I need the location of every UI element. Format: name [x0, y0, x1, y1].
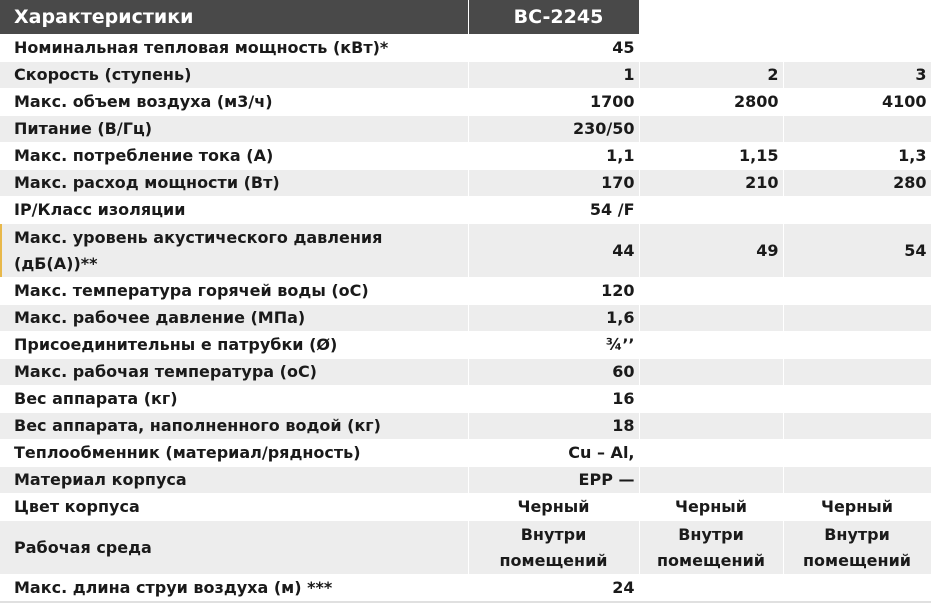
- row-label: Вес аппарата (кг): [0, 386, 468, 413]
- row-value-2: [639, 575, 783, 603]
- table-row: [0, 305, 931, 332]
- row-value-1: 230/50: [468, 116, 639, 143]
- row-label: Макс. объем воздуха (м3/ч): [0, 89, 468, 116]
- row-label: Макс. рабочее давление (МПа): [0, 305, 468, 332]
- table-row: [0, 521, 931, 575]
- row-value-2: 2: [639, 62, 783, 89]
- row-value-2: [639, 305, 783, 332]
- row-value-1: ¾’’: [468, 332, 639, 359]
- row-value-2: [639, 359, 783, 386]
- header-model: BC-2245: [468, 0, 639, 35]
- row-value-2: [639, 197, 783, 224]
- table-row: [0, 143, 931, 170]
- row-value-3: 3: [783, 62, 931, 89]
- row-value-2: [639, 440, 783, 467]
- row-value-1: 170: [468, 170, 639, 197]
- row-value-1: 16: [468, 386, 639, 413]
- row-label: Материал корпуса: [0, 467, 468, 494]
- row-value-3: [783, 116, 931, 143]
- row-value-2: 210: [639, 170, 783, 197]
- header-row: [0, 0, 931, 35]
- table-row: [0, 116, 931, 143]
- table-row: [0, 197, 931, 224]
- row-value-3: [783, 332, 931, 359]
- row-value-3: 4100: [783, 89, 931, 116]
- row-label: Присоединительны е патрубки (Ø): [0, 332, 468, 359]
- row-label: Скорость (ступень): [0, 62, 468, 89]
- row-value-1: 18: [468, 413, 639, 440]
- row-value-3: [783, 413, 931, 440]
- row-label: Макс. уровень акустического давления (дБ(А))**: [0, 224, 468, 278]
- row-value-3: Черный: [783, 494, 931, 521]
- row-value-2: 1,15: [639, 143, 783, 170]
- row-value-1: Внутри помещений: [468, 521, 639, 575]
- table-row: [0, 278, 931, 305]
- row-value-1: 1,1: [468, 143, 639, 170]
- header-blank: [783, 0, 931, 35]
- table-row: [0, 494, 931, 521]
- row-value-1: 1: [468, 62, 639, 89]
- table-row: [0, 62, 931, 89]
- row-value-3: [783, 35, 931, 62]
- row-value-2: [639, 467, 783, 494]
- row-label: Макс. длина струи воздуха (м) ***: [0, 575, 468, 603]
- row-value-2: [639, 35, 783, 62]
- row-value-1: Cu – Al,: [468, 440, 639, 467]
- table-row: [0, 35, 931, 62]
- table-row: [0, 575, 931, 603]
- row-label: Вес аппарата, наполненного водой (кг): [0, 413, 468, 440]
- row-value-1: 60: [468, 359, 639, 386]
- row-value-1: Черный: [468, 494, 639, 521]
- row-value-2: [639, 278, 783, 305]
- row-value-3: [783, 467, 931, 494]
- row-value-3: [783, 440, 931, 467]
- row-value-3: [783, 575, 931, 603]
- row-label: Макс. расход мощности (Вт): [0, 170, 468, 197]
- row-value-2: 49: [639, 224, 783, 278]
- row-value-1: EPP —: [468, 467, 639, 494]
- row-value-3: 1,3: [783, 143, 931, 170]
- row-value-1: 44: [468, 224, 639, 278]
- row-value-3: [783, 305, 931, 332]
- row-value-1: 45: [468, 35, 639, 62]
- row-value-1: 1,6: [468, 305, 639, 332]
- header-blank: [639, 0, 783, 35]
- row-value-3: [783, 278, 931, 305]
- table-row: [0, 89, 931, 116]
- row-value-2: Черный: [639, 494, 783, 521]
- row-value-2: [639, 386, 783, 413]
- table-row: [0, 332, 931, 359]
- row-value-2: [639, 116, 783, 143]
- row-value-3: 54: [783, 224, 931, 278]
- row-value-2: [639, 332, 783, 359]
- row-label: Теплообменник (материал/рядность): [0, 440, 468, 467]
- row-label: Номинальная тепловая мощность (кВт)*: [0, 35, 468, 62]
- table-row: [0, 413, 931, 440]
- row-label: Рабочая среда: [0, 521, 468, 575]
- row-value-3: [783, 359, 931, 386]
- row-value-2: Внутри помещений: [639, 521, 783, 575]
- row-label: Макс. рабочая температура (оС): [0, 359, 468, 386]
- row-value-2: [639, 413, 783, 440]
- header-title: Характеристики: [0, 0, 468, 35]
- row-label: Цвет корпуса: [0, 494, 468, 521]
- table-row: [0, 170, 931, 197]
- table-row: [0, 440, 931, 467]
- row-value-1: 1700: [468, 89, 639, 116]
- table-row: [0, 224, 931, 278]
- row-value-3: [783, 386, 931, 413]
- row-label: Питание (В/Гц): [0, 116, 468, 143]
- table-row: [0, 386, 931, 413]
- table-row: [0, 359, 931, 386]
- row-value-3: 280: [783, 170, 931, 197]
- row-label: Макс. потребление тока (А): [0, 143, 468, 170]
- row-value-1: 120: [468, 278, 639, 305]
- row-value-1: 54 /F: [468, 197, 639, 224]
- row-label: Макс. температура горячей воды (оС): [0, 278, 468, 305]
- row-value-3: [783, 197, 931, 224]
- row-label: IP/Класс изоляции: [0, 197, 468, 224]
- row-value-3: Внутри помещений: [783, 521, 931, 575]
- row-value-1: 24: [468, 575, 639, 603]
- row-value-2: 2800: [639, 89, 783, 116]
- table-row: [0, 467, 931, 494]
